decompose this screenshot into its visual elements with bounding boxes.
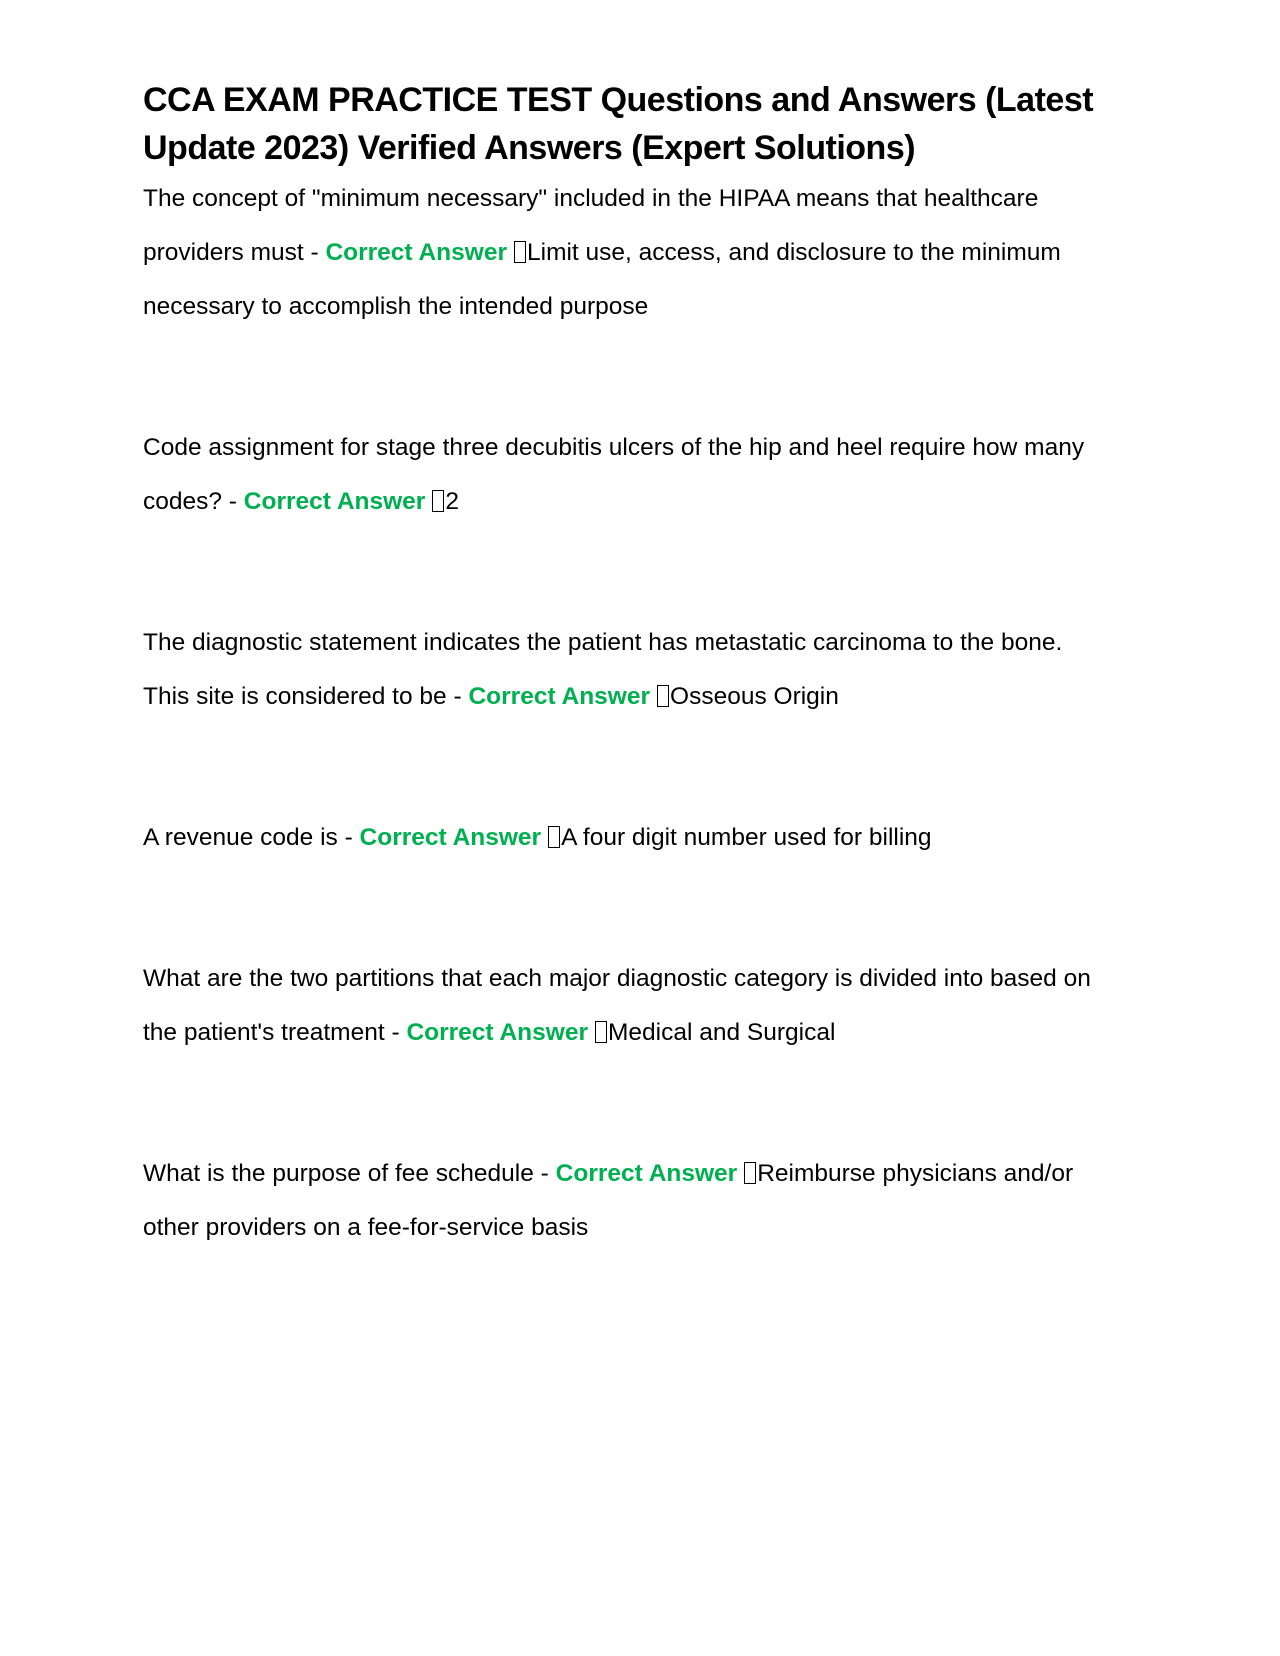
missing-glyph-icon [595,1021,607,1043]
correct-answer-label: Correct Answer [325,239,507,266]
missing-glyph-icon [514,241,526,263]
missing-glyph-icon [657,685,669,707]
qa-item [143,952,1103,1060]
correct-answer-label: Correct Answer [406,1019,588,1046]
answer-text: Limit use, access, and disclosure to the minimum necessary to accomplish the intended purpose [143,239,1061,320]
qa-item [143,172,1103,334]
qa-item [143,616,1103,724]
missing-glyph-icon [432,490,444,512]
missing-glyph-icon [548,826,560,848]
question-text: A revenue code is - [143,824,353,851]
answer-text: Medical and Surgical [607,1019,836,1046]
qa-item [143,1147,1103,1255]
correct-answer-label: Correct Answer [359,824,542,851]
answer-text: A four digit number used for billing [561,824,932,851]
question-text: What is the purpose of fee schedule - [143,1160,549,1187]
question-text: What are the two partitions that each major diagnostic category is divided into based on the patient's treatment - [143,965,1091,1046]
correct-answer-label: Correct Answer [468,683,651,710]
answer-text: 2 [445,488,459,515]
correct-answer-label: Correct Answer [555,1160,738,1187]
question-text: The concept of "minimum necessary" included in the HIPAA means that healthcare providers must - [143,185,1039,266]
question-text: The diagnostic statement indicates the patient has metastatic carcinoma to the bone. This site is considered to be - [143,629,1063,710]
document-title: CCA EXAM PRACTICE TEST Questions and Answers (Latest Update 2023) Verified Answers (Expert Solutions) [143,81,1094,167]
qa-item [143,811,1103,865]
correct-answer-label: Correct Answer [243,488,426,515]
qa-item [143,421,1103,529]
answer-text: Osseous Origin [670,683,839,710]
answer-text: Reimburse physicians and/or other providers on a fee-for-service basis [143,1160,1074,1241]
missing-glyph-icon [744,1162,756,1184]
document-page [143,76,1103,1342]
question-text: Code assignment for stage three decubitis ulcers of the hip and heel require how many codes? - [143,434,1085,515]
qa-list [143,172,1103,1255]
